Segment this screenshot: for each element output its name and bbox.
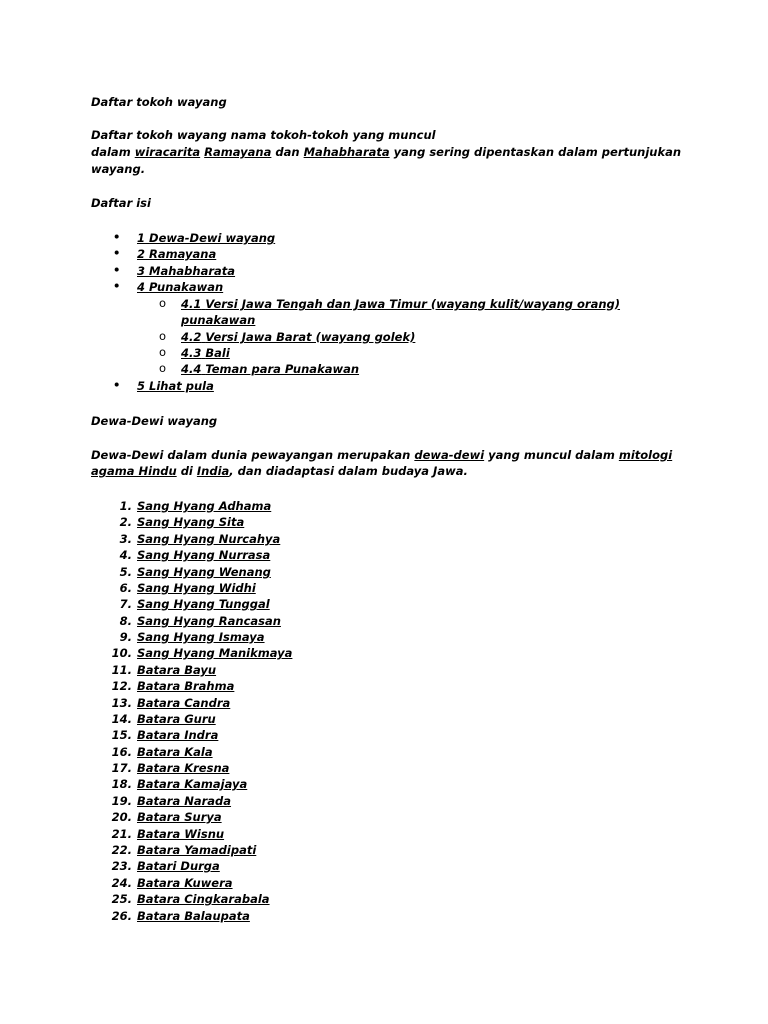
list-item-god[interactable]: Sang Hyang Nurrasa	[137, 548, 271, 562]
toc-item-5[interactable]: 5 Lihat pula	[137, 379, 214, 393]
list-number: 11.	[111, 663, 132, 677]
list-number: 23.	[111, 859, 132, 873]
list-item-god[interactable]: Batara Bayu	[137, 663, 217, 677]
link-wiracarita[interactable]: wiracarita	[134, 145, 201, 159]
list-item-god[interactable]: Batara Kala	[137, 745, 213, 759]
toc-item-1[interactable]: 1 Dewa-Dewi wayang	[137, 231, 276, 245]
list-item-god[interactable]: Sang Hyang Adhama	[137, 499, 272, 513]
intro-text: yang sering dipentaskan dalam pertunjukan	[393, 145, 682, 159]
list-item-god[interactable]: Sang Hyang Rancasan	[137, 614, 281, 628]
para-text: , dan diadaptasi dalam budaya Jawa.	[229, 464, 468, 478]
list-number: 1.	[119, 499, 132, 513]
bullet: •	[113, 230, 121, 244]
intro-text: dalam	[91, 145, 131, 159]
list-item-god[interactable]: Batara Kuwera	[137, 876, 233, 890]
bullet: •	[113, 246, 121, 260]
sub-bullet: o	[159, 361, 167, 375]
list-item-god[interactable]: Batari Durga	[137, 859, 220, 873]
toc-subitem-4-3[interactable]: 4.3 Bali	[181, 346, 230, 360]
list-number: 10.	[111, 646, 132, 660]
link-mahabharata[interactable]: Mahabharata	[303, 145, 390, 159]
link-agama-hindu[interactable]: agama Hindu	[91, 464, 177, 478]
list-number: 19.	[111, 794, 132, 808]
link-india[interactable]: India	[196, 464, 230, 478]
bullet: •	[113, 279, 121, 293]
list-item-god[interactable]: Batara Brahma	[137, 679, 235, 693]
sub-bullet: o	[159, 345, 167, 359]
list-item-god[interactable]: Batara Guru	[137, 712, 216, 726]
list-item-god[interactable]: Sang Hyang Nurcahya	[137, 532, 281, 546]
page-title: Daftar tokoh wayang	[91, 95, 227, 109]
toc-subitem-4-2[interactable]: 4.2 Versi Jawa Barat (wayang golek)	[181, 330, 416, 344]
list-number: 17.	[111, 761, 132, 775]
list-number: 5.	[119, 565, 132, 579]
list-item-god[interactable]: Batara Indra	[137, 728, 219, 742]
toc-subitem-4-1-cont[interactable]: punakawan	[181, 313, 256, 327]
list-number: 18.	[111, 777, 132, 791]
intro-line-3: wayang.	[91, 162, 146, 176]
list-number: 24.	[111, 876, 132, 890]
list-number: 3.	[119, 532, 132, 546]
section-para-line-2	[91, 463, 468, 479]
bullet: •	[113, 378, 121, 392]
list-number: 16.	[111, 745, 132, 759]
list-number: 25.	[111, 892, 132, 906]
list-item-god[interactable]: Sang Hyang Ismaya	[137, 630, 265, 644]
list-number: 14.	[111, 712, 132, 726]
list-item-god[interactable]: Batara Surya	[137, 810, 222, 824]
intro-text: dan	[275, 145, 300, 159]
list-number: 2.	[119, 515, 132, 529]
link-ramayana[interactable]: Ramayana	[204, 145, 272, 159]
list-number: 8.	[119, 614, 132, 628]
list-number: 6.	[119, 581, 132, 595]
list-item-god[interactable]: Batara Kamajaya	[137, 777, 248, 791]
list-number: 13.	[111, 696, 132, 710]
intro-line-2	[91, 144, 681, 160]
section-heading: Dewa-Dewi wayang	[91, 414, 218, 428]
list-item-god[interactable]: Sang Hyang Tunggal	[137, 597, 270, 611]
list-item-god[interactable]: Batara Narada	[137, 794, 232, 808]
list-item-god[interactable]: Batara Cingkarabala	[137, 892, 270, 906]
para-text: di	[180, 464, 193, 478]
link-dewa-dewi[interactable]: dewa-dewi	[414, 448, 485, 462]
list-number: 22.	[111, 843, 132, 857]
list-item-god[interactable]: Sang Hyang Wenang	[137, 565, 271, 579]
list-number: 7.	[119, 597, 132, 611]
list-number: 26.	[111, 909, 132, 923]
intro-line-1: Daftar tokoh wayang nama tokoh-tokoh yang muncul	[91, 128, 436, 142]
para-text: Dewa-Dewi dalam dunia pewayangan merupakan	[91, 448, 411, 462]
toc-subitem-4-4[interactable]: 4.4 Teman para Punakawan	[181, 362, 360, 376]
list-item-god[interactable]: Batara Balaupata	[137, 909, 250, 923]
list-number: 12.	[111, 679, 132, 693]
list-item-god[interactable]: Batara Yamadipati	[137, 843, 257, 857]
bullet: •	[113, 263, 121, 277]
list-item-god[interactable]: Batara Candra	[137, 696, 231, 710]
list-number: 9.	[119, 630, 132, 644]
toc-item-2[interactable]: 2 Ramayana	[137, 247, 217, 261]
sub-bullet: o	[159, 329, 167, 343]
list-item-god[interactable]: Sang Hyang Sita	[137, 515, 245, 529]
list-number: 15.	[111, 728, 132, 742]
section-para-line-1	[91, 447, 672, 463]
toc-item-4[interactable]: 4 Punakawan	[137, 280, 224, 294]
list-number: 20.	[111, 810, 132, 824]
toc-item-3[interactable]: 3 Mahabharata	[137, 264, 236, 278]
toc-heading: Daftar isi	[91, 196, 151, 210]
list-item-god[interactable]: Sang Hyang Widhi	[137, 581, 256, 595]
list-item-god[interactable]: Batara Wisnu	[137, 827, 225, 841]
list-number: 21.	[111, 827, 132, 841]
para-text: yang muncul dalam	[488, 448, 615, 462]
toc-subitem-4-1[interactable]: 4.1 Versi Jawa Tengah dan Jawa Timur (wayang kulit/wayang orang)	[181, 297, 621, 311]
sub-bullet: o	[159, 296, 167, 310]
list-item-god[interactable]: Sang Hyang Manikmaya	[137, 646, 293, 660]
list-item-god[interactable]: Batara Kresna	[137, 761, 230, 775]
link-mitologi[interactable]: mitologi	[618, 448, 673, 462]
list-number: 4.	[119, 548, 132, 562]
